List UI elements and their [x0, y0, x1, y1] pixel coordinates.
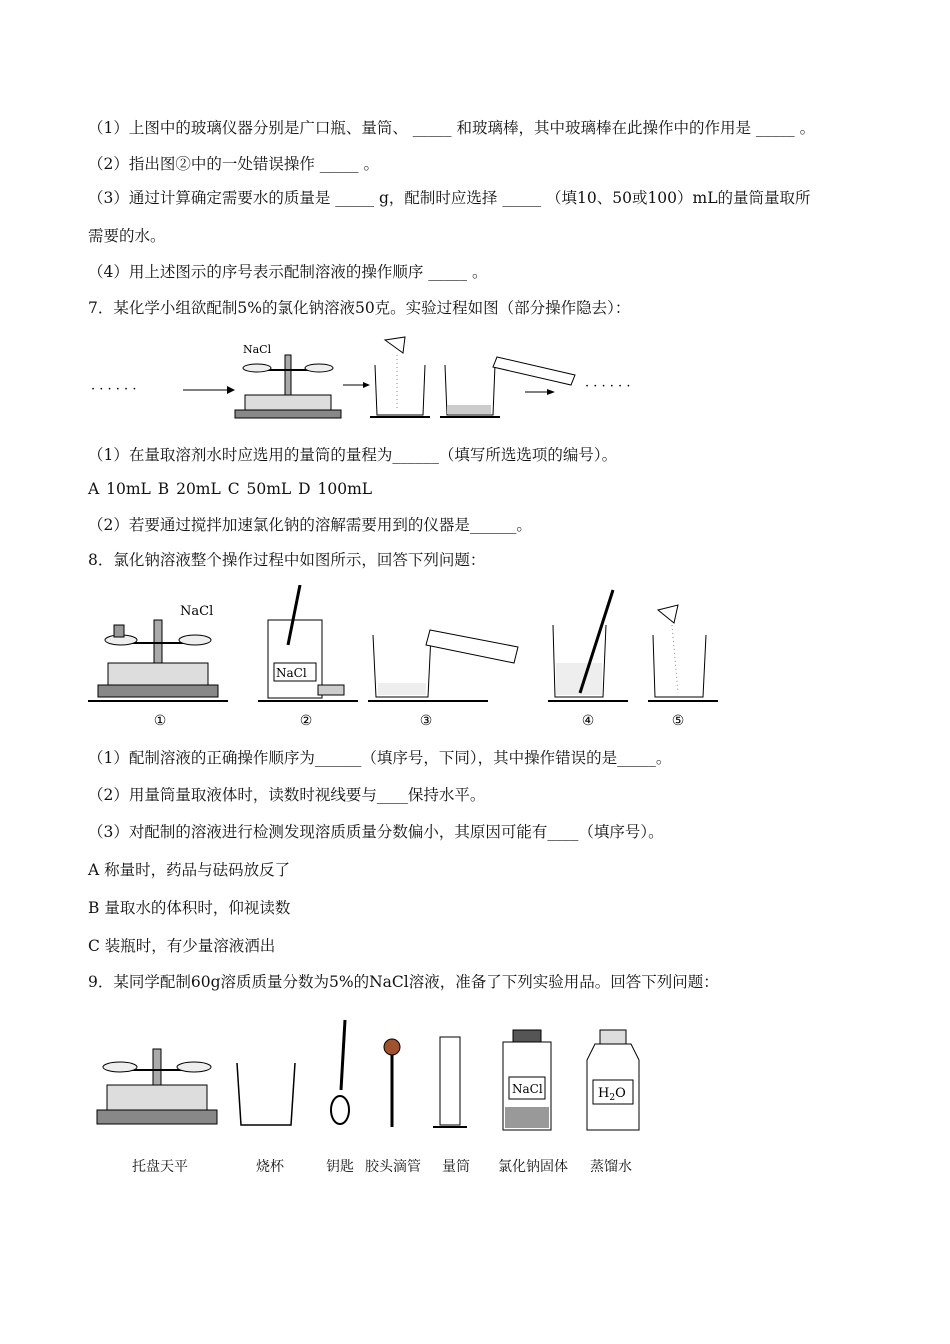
q8-figure — [88, 585, 728, 730]
beaker-pouring-icon — [370, 337, 430, 417]
beaker-stirring-icon — [553, 590, 613, 697]
q8-stem: 8．氯化钠溶液整个操作过程中如图所示，回答下列问题： — [88, 551, 486, 569]
graduated-cylinder-icon — [433, 1037, 467, 1127]
q6-part3-line1: （3）通过计算确定需要水的质量是 _____ g，配制时应选择 _____ （填10、50或100）mL的量筒量取所 — [88, 189, 811, 207]
q8-part1: （1）配制溶液的正确操作顺序为______（填序号，下同），其中操作错误的是_____。 — [88, 749, 672, 767]
q7-part2: （2）若要通过搅拌加速氯化钠的溶解需要用到的仪器是______。 — [88, 516, 532, 534]
reagent-bottle-icon — [268, 585, 344, 698]
beaker-icon — [237, 1063, 295, 1125]
q6-part4: （4）用上述图示的序号表示配制溶液的操作顺序 _____ 。 — [88, 263, 488, 281]
h2o-label: $H_2O$ — [598, 1086, 626, 1103]
q9-stem: 9．某同学配制60g溶质质量分数为5%的NaCl溶液，准备了下列实验用品。回答下列问题： — [88, 973, 719, 991]
nacl-bottle-label: NaCl — [512, 1082, 543, 1096]
arrow-icon — [343, 382, 370, 388]
caption-dropper: 胶头滴管 — [365, 1159, 421, 1175]
caption-spoon: 钥匙 — [326, 1159, 354, 1175]
caption-nacl: 氯化钠固体 — [498, 1159, 568, 1175]
q8-option-a: A 称量时，药品与砝码放反了 — [88, 861, 291, 879]
caption-water: 蒸馏水 — [590, 1159, 632, 1175]
q7-options: A 10mL B 20mL C 50mL D 100mL — [88, 480, 373, 498]
arrow-icon — [183, 386, 235, 394]
caption-beaker: 烧杯 — [256, 1159, 284, 1175]
beaker-cylinder-icon — [373, 630, 518, 697]
dropper-icon — [384, 1039, 400, 1127]
step-3-label: ③ — [419, 713, 433, 729]
step-1-label: ① — [153, 713, 167, 729]
beaker-cylinder-icon — [440, 357, 575, 417]
q8-nacl-label-balance: NaCl — [180, 604, 214, 619]
q6-part2: （2）指出图②中的一处错误操作 _____ 。 — [88, 155, 379, 173]
q7-dots-right: · · · · · · — [585, 379, 631, 394]
arrow-icon — [525, 389, 555, 395]
q7-stem: 7．某化学小组欲配制5%的氯化钠溶液50克。实验过程如图（部分操作隐去）： — [88, 299, 631, 317]
caption-balance: 托盘天平 — [132, 1159, 188, 1175]
q9-figure — [95, 1015, 655, 1135]
step-2-label: ② — [299, 713, 313, 729]
q7-figure — [85, 335, 675, 425]
balance-icon — [235, 343, 341, 418]
q8-part3: （3）对配制的溶液进行检测发现溶质质量分数偏小，其原因可能有____（填序号）。 — [88, 823, 664, 841]
beaker-pouring-icon — [653, 605, 706, 697]
q7-dots-left: · · · · · · — [91, 382, 137, 397]
q8-option-b: B 量取水的体积时，仰视读数 — [88, 899, 291, 917]
q7-nacl-label: NaCl — [243, 343, 272, 356]
balance-icon — [98, 604, 218, 697]
q7-part1: （1）在量取溶剂水时应选用的量筒的量程为______（填写所选选项的编号）。 — [88, 446, 618, 464]
q8-option-c: C 装瓶时，有少量溶液洒出 — [88, 937, 276, 955]
q6-part3-line2: 需要的水。 — [88, 227, 166, 245]
q8-part2: （2）用量筒量取液体时，读数时视线要与____保持水平。 — [88, 786, 486, 804]
step-4-label: ④ — [581, 713, 595, 729]
q8-nacl-label-bottle: NaCl — [276, 666, 307, 680]
balance-icon — [97, 1049, 217, 1124]
q6-part1: （1）上图中的玻璃仪器分别是广口瓶、量筒、 _____ 和玻璃棒，其中玻璃棒在此操作中的作用是 _____ 。 — [88, 119, 816, 137]
nacl-bottle-icon — [503, 1030, 551, 1130]
spoon-icon — [331, 1020, 349, 1124]
step-5-label: ⑤ — [671, 713, 685, 729]
caption-cylinder: 量筒 — [442, 1159, 470, 1175]
water-bottle-icon — [587, 1030, 639, 1130]
